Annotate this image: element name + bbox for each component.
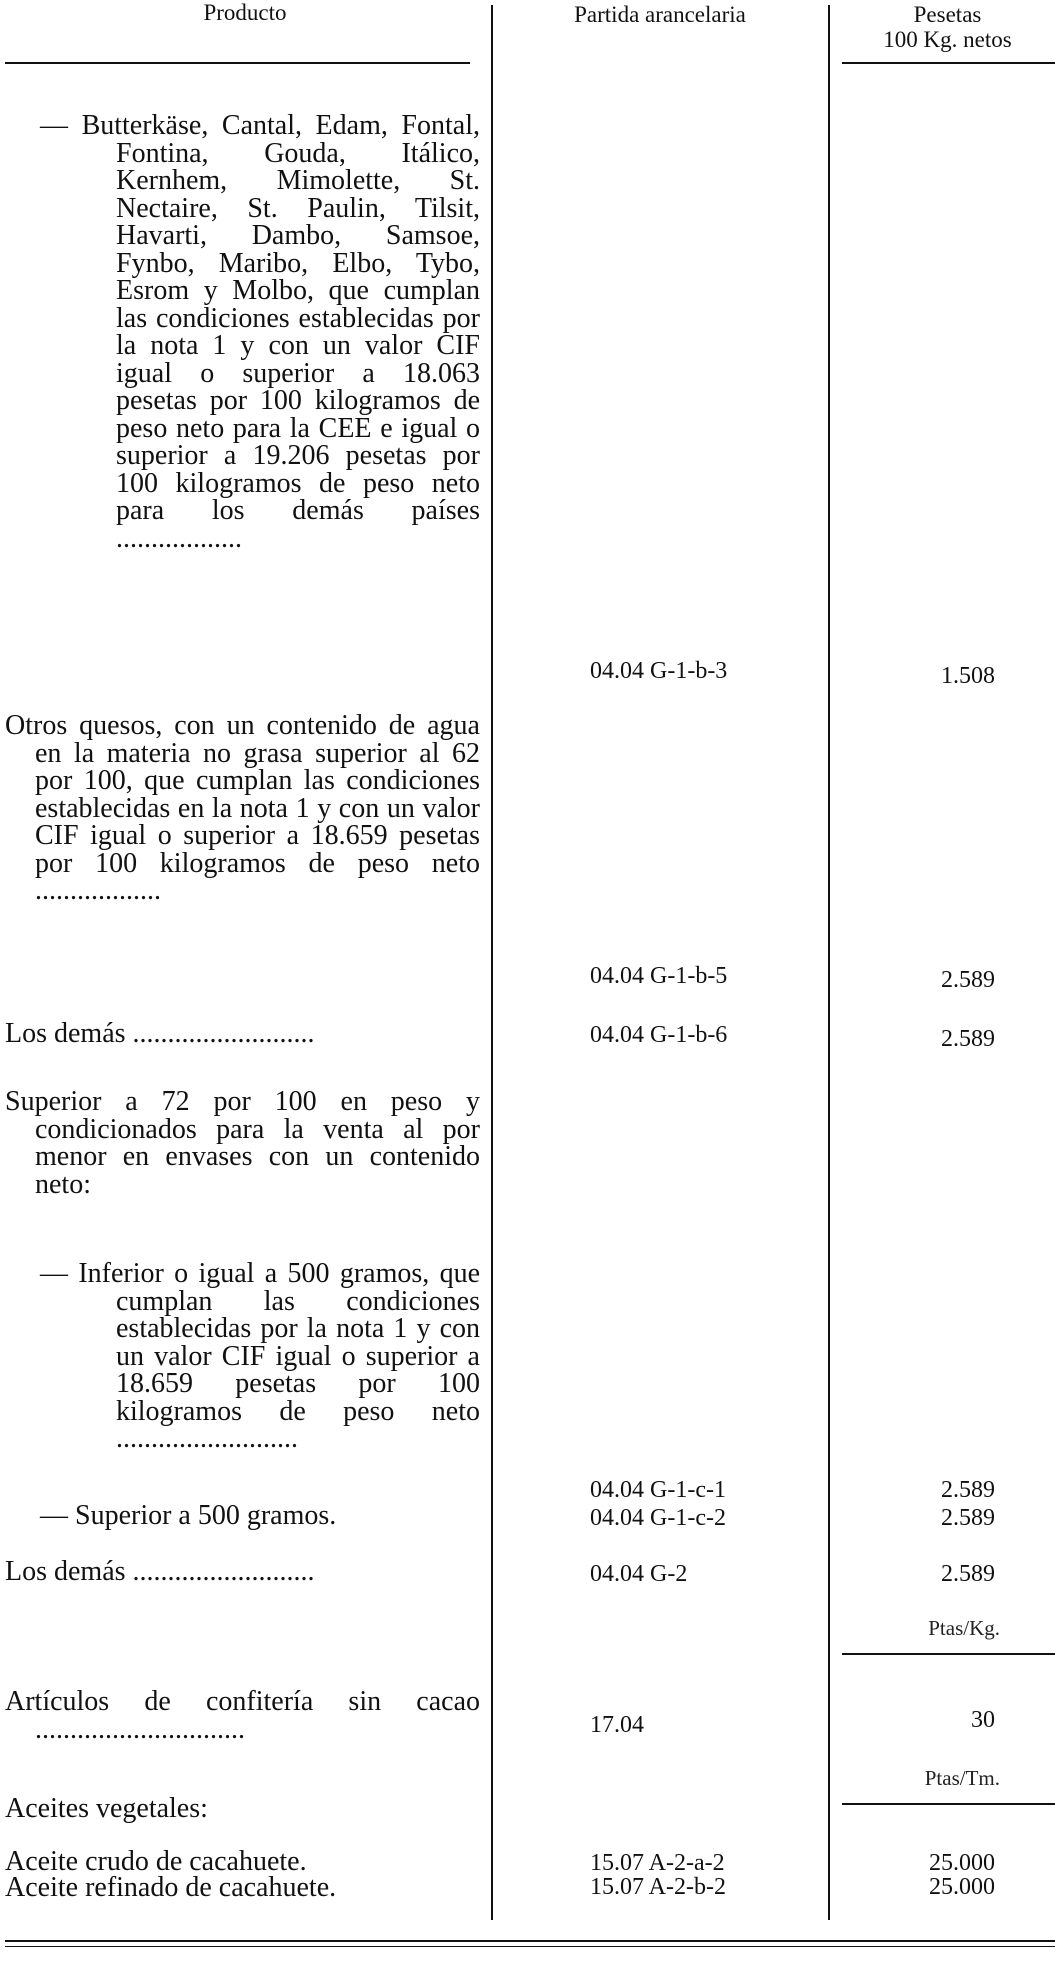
table-row-product: Aceite refinado de cacahuete. xyxy=(5,1872,337,1903)
table-row-product: Otros quesos, con un contenido de agua en la materia no grasa superior al 62 por 100, que cumplan las condiciones establecidas en la nota 1 y con un valor CIF igual o superior a 18.659 pesetas por 100 kilogramos de peso neto .................. xyxy=(5,710,480,906)
unit-label-tm: Ptas/Tm. xyxy=(924,1766,1000,1790)
table-row-code: 04.04 G-1-c-1 xyxy=(590,1477,726,1503)
table-row-code: 15.07 A-2-a-2 xyxy=(590,1850,725,1876)
table-bottom-rule xyxy=(5,1940,1055,1942)
table-row-product: — Superior a 500 gramos. xyxy=(40,1500,337,1531)
table-row-code: 04.04 G-1-b-3 xyxy=(590,658,728,684)
table-row-product: Aceites vegetales: xyxy=(5,1793,208,1824)
table-row-value: 2.589 xyxy=(941,1477,995,1503)
unit-rule-tm xyxy=(842,1803,1055,1805)
table-row-value: 2.589 xyxy=(941,967,995,993)
unit-label-kg: Ptas/Kg. xyxy=(928,1616,1000,1640)
table-row-product: Los demás .......................... xyxy=(5,1556,315,1587)
table-row-product: Superior a 72 por 100 en peso y condicionados para la venta al por menor en envases con un contenido neto: xyxy=(5,1086,480,1200)
table-row-code: 04.04 G-1-c-2 xyxy=(590,1505,726,1531)
header-partida-arancelaria: Partida arancelaria xyxy=(574,2,746,27)
table-row-product: Aceite crudo de cacahuete. xyxy=(5,1846,307,1877)
table-row-product: — Butterkäse, Cantal, Edam, Fontal, Fontina, Gouda, Itálico, Kernhem, Mimolette, St. Nectaire, St. Paulin, Tilsit, Havarti, Dambo, Samsoe, Fynbo, Maribo, Elbo, Tybo, Esrom y Molbo, que cumplan las condiciones establecidas por la nota 1 y con un valor CIF igual o superior a 18.063 pesetas por 100 kilogramos de peso neto para la CEE e igual o superior a 19.206 pesetas por 100 kilogramos de peso neto para los demás países .................. xyxy=(40,110,480,554)
table-row-value: 2.589 xyxy=(941,1505,995,1531)
table-row-code: 17.04 xyxy=(590,1712,644,1738)
table-bottom-rule-double xyxy=(5,1946,1055,1947)
header-rule-pesetas xyxy=(842,62,1055,64)
header-pesetas-line2: 100 Kg. netos xyxy=(883,27,1012,52)
table-row-value: 2.589 xyxy=(941,1026,995,1052)
column-divider-left xyxy=(491,5,493,1920)
unit-rule-kg xyxy=(842,1653,1055,1655)
table-row-value: 25.000 xyxy=(929,1850,995,1876)
table-row-product: — Inferior o igual a 500 gramos, que cumplan las condiciones establecidas por la nota 1 y con un valor CIF igual o superior a 18.659 pesetas por 100 kilogramos de peso neto .......................... xyxy=(40,1258,480,1454)
header-pesetas xyxy=(840,2,1055,52)
table-row-value: 30 xyxy=(971,1707,995,1733)
table-row-value: 2.589 xyxy=(941,1561,995,1587)
header-producto: Producto xyxy=(203,0,287,25)
table-row-product: Artículos de confitería sin cacao .............................. xyxy=(5,1686,480,1745)
header-pesetas-line1: Pesetas xyxy=(913,2,982,27)
table-row-value: 1.508 xyxy=(941,663,995,689)
table-row-code: 04.04 G-1-b-6 xyxy=(590,1022,728,1048)
table-row-value: 25.000 xyxy=(929,1874,995,1900)
table-row-code: 04.04 G-1-b-5 xyxy=(590,963,728,989)
header-rule-producto xyxy=(5,62,470,64)
table-row-product: Los demás .......................... xyxy=(5,1018,315,1049)
column-divider-right xyxy=(828,5,830,1920)
table-row-code: 15.07 A-2-b-2 xyxy=(590,1874,726,1900)
table-row-code: 04.04 G-2 xyxy=(590,1561,688,1587)
